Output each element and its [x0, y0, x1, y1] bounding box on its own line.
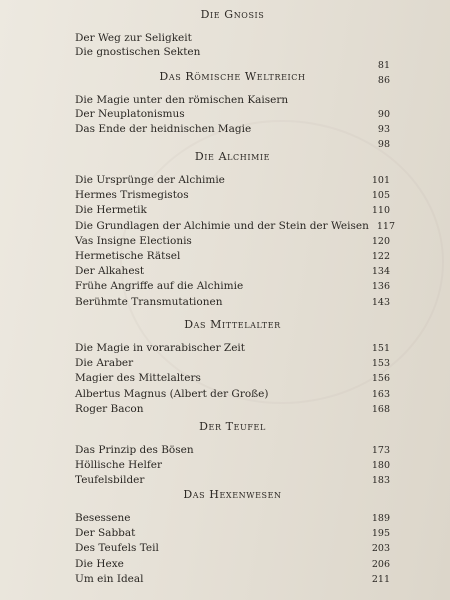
- toc-entry: [75, 356, 390, 371]
- entry-page: 156: [371, 373, 390, 385]
- entry-title: Frühe Angriffe auf die Alchimie: [75, 280, 244, 293]
- entry-page: 183: [371, 475, 390, 487]
- toc-entry: [75, 526, 390, 541]
- toc-entry: [75, 93, 390, 107]
- entry-title: Das Prinzip des Bösen: [75, 444, 194, 456]
- section-witchcraft: [75, 488, 390, 587]
- toc-entry: [75, 219, 396, 234]
- section-title: Die Alchimie: [194, 150, 271, 163]
- entry-title: Die Magie in vorarabischer Zeit: [75, 342, 246, 354]
- entry-page: 86: [377, 74, 390, 86]
- entry-title: Der Weg zur Seligkeit: [75, 32, 192, 44]
- entry-page: 168: [371, 403, 390, 415]
- entry-title: Hermes Trismegistos: [75, 189, 189, 202]
- entry-page: 153: [371, 358, 390, 370]
- entry-page: 195: [371, 528, 390, 540]
- entry-title: Um ein Ideal: [75, 572, 144, 585]
- entry-page: 180: [371, 460, 390, 472]
- entry-title: Die Magie unter den römischen Kaisern: [75, 94, 289, 106]
- entry-title: Magier des Mittelalters: [75, 372, 201, 385]
- entry-title: Die Araber: [75, 357, 134, 370]
- entry-title: Albertus Magnus (Albert der Große): [75, 387, 269, 400]
- entry-page: 110: [371, 205, 390, 217]
- section-alchemy: [75, 150, 396, 310]
- entry-page: 98: [377, 138, 390, 150]
- entry-page: 203: [371, 543, 390, 555]
- toc-entry: [75, 279, 390, 294]
- entry-title: Der Sabbat: [75, 527, 136, 540]
- toc-entry: [75, 173, 390, 188]
- toc-entry: [75, 402, 390, 417]
- entry-page: 101: [371, 175, 390, 186]
- toc-entry: [75, 188, 390, 203]
- entry-page: 120: [371, 235, 390, 247]
- entry-title: Hermetische Rätsel: [75, 250, 181, 263]
- toc-entry: [75, 458, 390, 473]
- entry-title: Berühmte Transmutationen: [75, 295, 223, 308]
- entry-title: Die Grundlagen der Alchimie und der Stein der Weisen: [75, 219, 369, 232]
- entry-title: Besessene: [75, 512, 131, 524]
- entry-page: 105: [371, 190, 390, 202]
- toc-entry: [75, 234, 390, 249]
- entry-page: 151: [371, 343, 390, 354]
- toc-entry: [75, 45, 390, 59]
- entry-page: 134: [371, 266, 390, 278]
- section-title: Die Gnosis: [200, 8, 265, 21]
- entry-title: Der Neuplatonismus: [75, 108, 185, 121]
- entry-page: 93: [377, 124, 390, 136]
- entry-title: Des Teufels Teil: [75, 542, 159, 555]
- toc-entry: [75, 371, 390, 386]
- section-title: Das Hexenwesen: [183, 488, 282, 501]
- entry-page: 117: [376, 220, 396, 232]
- section-title: Das Mittelalter: [184, 318, 281, 331]
- entry-title: Das Ende der heidnischen Magie: [75, 123, 252, 136]
- entry-title: Teufelsbilder: [75, 474, 145, 487]
- toc-entry: [75, 443, 390, 458]
- entry-page: 189: [371, 513, 390, 524]
- entry-title: Vas Insigne Electionis: [75, 234, 192, 247]
- section-title: Der Teufel: [199, 420, 266, 433]
- entry-title: Die Hexe: [75, 557, 124, 570]
- toc-entry: [75, 511, 390, 526]
- entry-page: 173: [371, 445, 390, 456]
- toc-entry: [75, 541, 390, 556]
- section-middle-ages: [75, 318, 390, 417]
- toc-entry: [75, 341, 390, 356]
- entry-page: 211: [371, 573, 390, 585]
- entry-page: 136: [371, 281, 390, 293]
- entry-page: 163: [371, 388, 390, 400]
- entry-title: Die Hermetik: [75, 204, 147, 217]
- toc-entry: [75, 249, 390, 264]
- entry-page: 143: [371, 296, 390, 308]
- entry-page: 90: [377, 109, 390, 121]
- toc-entry: [75, 572, 390, 587]
- entry-title: Die Ursprünge der Alchimie: [75, 174, 225, 186]
- toc-entry: [75, 473, 390, 488]
- section-roman-empire: [75, 70, 390, 152]
- entry-title: Die gnostischen Sekten: [75, 46, 201, 59]
- entry-page: 81: [377, 60, 390, 72]
- entry-title: Der Alkahest: [75, 265, 145, 278]
- section-devil: [75, 420, 390, 489]
- toc-entry: [75, 107, 390, 122]
- section-title: Das Römische Weltreich: [159, 70, 306, 83]
- toc-entry: [75, 557, 390, 572]
- toc-entry: [75, 387, 390, 402]
- entry-page: 122: [371, 251, 390, 263]
- toc-entry: [75, 295, 390, 310]
- toc-entry: [75, 203, 390, 218]
- entry-page: 206: [371, 558, 390, 570]
- toc-entry: [75, 31, 390, 45]
- toc-entry: [75, 264, 390, 279]
- toc-entry: [75, 122, 390, 137]
- entry-title: Roger Bacon: [75, 402, 144, 415]
- entry-title: Höllische Helfer: [75, 459, 162, 472]
